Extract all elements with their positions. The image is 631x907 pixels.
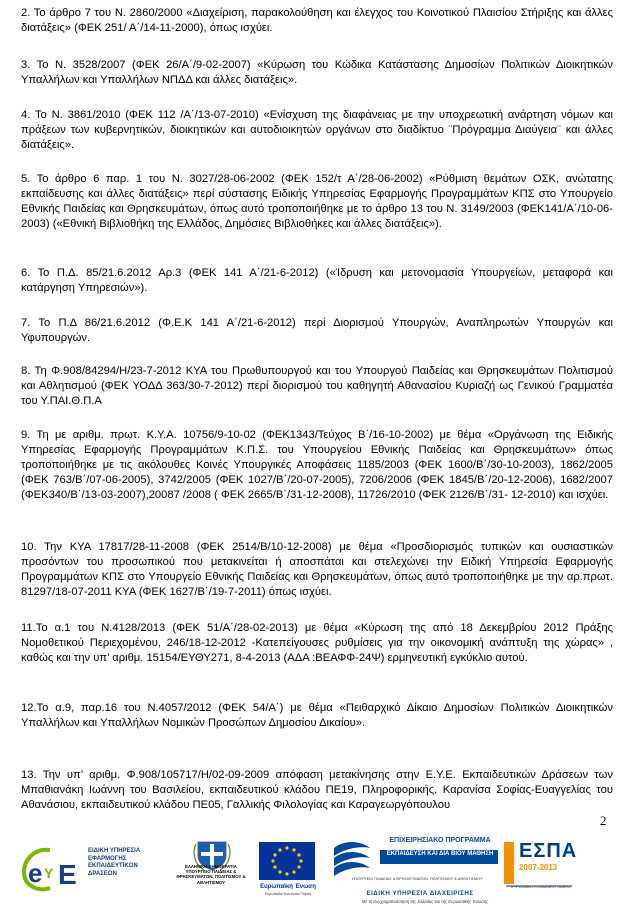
cofinance-note: Με τη συγχρηματοδότηση της Ελλάδας και της Ευρωπαϊκής Ένωσης <box>361 899 489 904</box>
list-item-10: 10. Την ΚΥΑ 17817/28-11-2008 (ΦΕΚ 2514/Β/10-12-2008) με θέμα «Προσδιορισμός τυπικών και ουσιαστικών προσόντων του προσωπικού που μετακινείται ή αποσπάται και στελεχώνει την Ειδική Υπηρεσία Εφαρμογής Προγραμμάτων ΚΠΣ στο Υπουργείο Εθνικής Παιδείας και Θρησκευμάτων, όπως αυτό τροποποιήθηκε με την αρ.πρωτ. 81297/18-07-2011 ΚΥΑ (ΦΕΚ 1627/Β΄/19-7-2011) όπως ισχύει. <box>21 541 613 598</box>
page-number: 2 <box>600 813 607 828</box>
list-item-6: 6. Το Π.Δ. 85/21.6.2012 Αρ.3 (ΦΕΚ 141 Α΄/21-6-2012) («Ίδρυση και μετονομασία Υπουργείων, μεταφορά και κατάργηση Υπηρεσιών»). <box>21 267 613 294</box>
list-item-2: 2. Το άρθρο 7 του Ν. 2860/2000 «Διαχείριση, παρακολούθηση και έλεγχος του Κοινοτικού Πλαισίου Στήριξης και άλλες διατάξεις» (ΦΕΚ 251/ Α΄/14-11-2000), όπως ισχύει. <box>21 7 613 34</box>
list-item-7: 7. Το Π.Δ 86/21.6.2012 (Φ.Ε.Κ 141 Α΄/21-6-2012) περί Διορισμού Υπουργών, Αναπληρωτών Υπουργών και Υφυπουργών. <box>21 317 613 344</box>
list-item-3: 3. Το Ν. 3528/2007 (ΦΕΚ 26/Α΄/9-02-2007) «Κύρωση του Κώδικα Κατάστασης Δημοσίων Πολιτικών Διοικητικών Υπαλλήλων και Υπαλλήλων ΝΠΔΔ και άλλες διατάξεις». <box>21 59 613 86</box>
eu-label <box>252 884 324 898</box>
list-item-4: 4. Το Ν. 3861/2010 (ΦΕΚ 112 /Α΄/13-07-2010) «Ενίσχυση της διαφάνειας με την υποχρεωτική ανάρτηση νόμων και πράξεων των κυβερνητικών, διοικητικών και αυτοδιοικητών οργάνων στο διαδίκτυο ¨Πρόγραμμα Διαύγεια¨ και άλλες διατάξεις». <box>21 109 613 151</box>
svg-text:Y: Y <box>44 865 54 881</box>
eye-logo-text: ΕΙΔΙΚΗ ΥΠΗΡΕΣΙΑ ΕΦΑΡΜΟΓΗΣ ΕΚΠΑΙΔΕΥΤΙΚΩΝ ΔΡΑΣΕΩΝ <box>88 848 141 877</box>
program-logo-icon <box>330 836 498 898</box>
svg-text:e: e <box>28 858 43 888</box>
program-authority: ΕΙΔΙΚΗ ΥΠΗΡΕΣΙΑ ΔΙΑΧΕΙΡΙΣΗΣ <box>366 890 474 897</box>
eu-label-main: Ευρωπαϊκή Ένωση <box>260 884 316 890</box>
program-title: ΕΠΙΧΕΙΡΗΣΙΑΚΟ ΠΡΟΓΡΑΜΜΑ <box>389 837 491 844</box>
espa-sub: ΕΥΡΩΠΑΪΚΟ ΚΟΙΝΩΝΙΚΟ ΤΑΜΕΙΟ <box>511 885 571 889</box>
ministry-text: ΕΛΛΗΝΙΚΗ ΔΗΜΟΚΡΑΤΙΑ ΥΠΟΥΡΓΕΙΟ ΠΑΙΔΕΙΑΣ & ΘΡΗΣΚΕΥΜΑΤΩΝ, ΠΟΛΙΤΙΣΜΟΥ & ΑΘΛΗΤΙΣΜΟΥ <box>176 864 246 885</box>
espa-years: 2007-2013 <box>519 863 558 872</box>
list-item-13: 13. Την υπ’ αριθμ. Φ.908/105717/Η/02-09-2009 απόφαση μετακίνησης στην Ε.Υ.Ε. Εκπαιδευτικών Δράσεων των Μπαθιανάκη Ιωάννη του Βασιλείου, εκπαιδευτικού κλάδου ΠΕ19, Πληροφορικής, Καρανίσα Σοφίας-Ευαγγελίας του Αθανάσιου, εκπαιδευτικού κλάδου ΠΕ05, Γαλλικής Φιλολογίας και Καραγεωργόπουλου <box>21 769 613 811</box>
list-item-9: 9. Τη με αριθμ. πρωτ. Κ.Υ.Α. 10756/9-10-02 (ΦΕΚ1343/Τεύχος Β΄/16-10-2002) με θέμα «Οργάνωση της Ειδικής Υπηρεσίας Εφαρμογής Προγραμμάτων Κ.Π.Σ. του Υπουργείου Εθνικής Παιδείας και Θρησκευμάτων» όπως τροποποιήθηκε με τις ακόλουθες Κοινές Υπουργικές Αποφάσεις 1185/2003 (ΦΕΚ 1600/Β΄/30-10-2003), 1862/2005 (ΦΕΚ 763/Β΄/07-06-2005), 3742/2005 (ΦΕΚ 1027/Β΄/20-07-2005), 7206/2006 (ΦΕΚ 1845/Β΄/20-12-2006), 1682/2007 (ΦΕΚ340/Β΄/13-03-2007),20087 /2008 ( ΦΕΚ 2665/Β΄/31-12-2008), 11726/2010 (ΦΕΚ 2126/Β΄/31- 12-2010) και ισχύει. <box>21 429 613 501</box>
list-item-11: 11.Το α.1 του Ν.4128/2013 (ΦΕΚ 51/Α΄/28-02-2013) με θέμα «Κύρωση της από 18 Δεκεμβρίου 2012 Πράξης Νομοθετικού Περιεχομένου, 246/18-12-2012 -Κατεπείγουσες ρυθμίσεις για την οικονομική ανάπτυξη της χώρας» , καθώς και την υπ’ αριθμ. 15154/ΕΥΘΥ271, 8-4-2013 (ΑΔΑ :ΒΕΑΦΦ-24Ψ) ερμηνευτική εγκύκλιο αυτού. <box>21 622 613 664</box>
svg-text:E: E <box>58 859 77 890</box>
eu-label-sub: Ευρωπαϊκό Κοινωνικό Ταμείο <box>264 892 312 896</box>
program-ministry: ΥΠΟΥΡΓΕΙΟ ΠΑΙΔΕΙΑΣ & ΘΡΗΣΚΕΥΜΑΤΩΝ, ΠΟΛΙΤΙΣΜΟΥ & ΑΘΛΗΤΙΣΜΟΥ <box>351 877 483 881</box>
list-item-5: 5. Το άρθρο 6 παρ. 1 του Ν. 3027/28-06-2002 (ΦΕΚ 152/τ Α΄/28-06-2002) «Ρύθμιση θεμάτων ΟΣΚ, ανώτατης εκπαίδευσης και άλλες διατάξεις» περί σύστασης Ειδικής Υπηρεσίας Εφαρμογής Προγραμμάτων ΚΠΣ στο Υπουργείο Εθνικής Παιδείας και Θρησκευμάτων, όπως αυτό τροποποιήθηκε με το άρθρο 13 του Ν. 3149/2003 (ΦΕΚ141/Α΄/10-06-2003) («Εθνική Βιβλιοθήκη της Ελλάδος, Δημόσιες Βιβλιοθήκες και άλλες διατάξεις»). <box>21 173 613 230</box>
footer-logos <box>0 832 631 907</box>
espa-name: ΕΣΠΑ <box>519 840 578 862</box>
list-item-12: 12.Το α.9, παρ.16 του Ν.4057/2012 (ΦΕΚ 54/Α΄) με θέμα «Πειθαρχικό Δίκαιο Δημοσίων Πολιτικών Διοικητικών Υπαλλήλων και Υπαλλήλων Νομικών Προσώπων Δημοσίου Δικαίου». <box>21 702 613 729</box>
list-item-8: 8. Τη Φ.908/84294/Η/23-7-2012 ΚΥΑ του Πρωθυπουργού και του Υπουργού Παιδείας και Θρησκευμάτων Πολιτισμού και Αθλητισμού (ΦΕΚ ΥΟΔΔ 363/30-7-2012) περί διορισμού του καθηγητή Αθανασίου Κυριαζή ως Γενικού Γραμματέα του Υ.ΠΑΙ.Θ.Π.Α <box>21 365 613 407</box>
program-subtitle: ΕΚΠΑΙΔΕΥΣΗ ΚΑΙ ΔΙΑ ΒΙΟΥ ΜΑΘΗΣΗ <box>386 851 494 857</box>
eye-logo-icon <box>20 844 85 894</box>
